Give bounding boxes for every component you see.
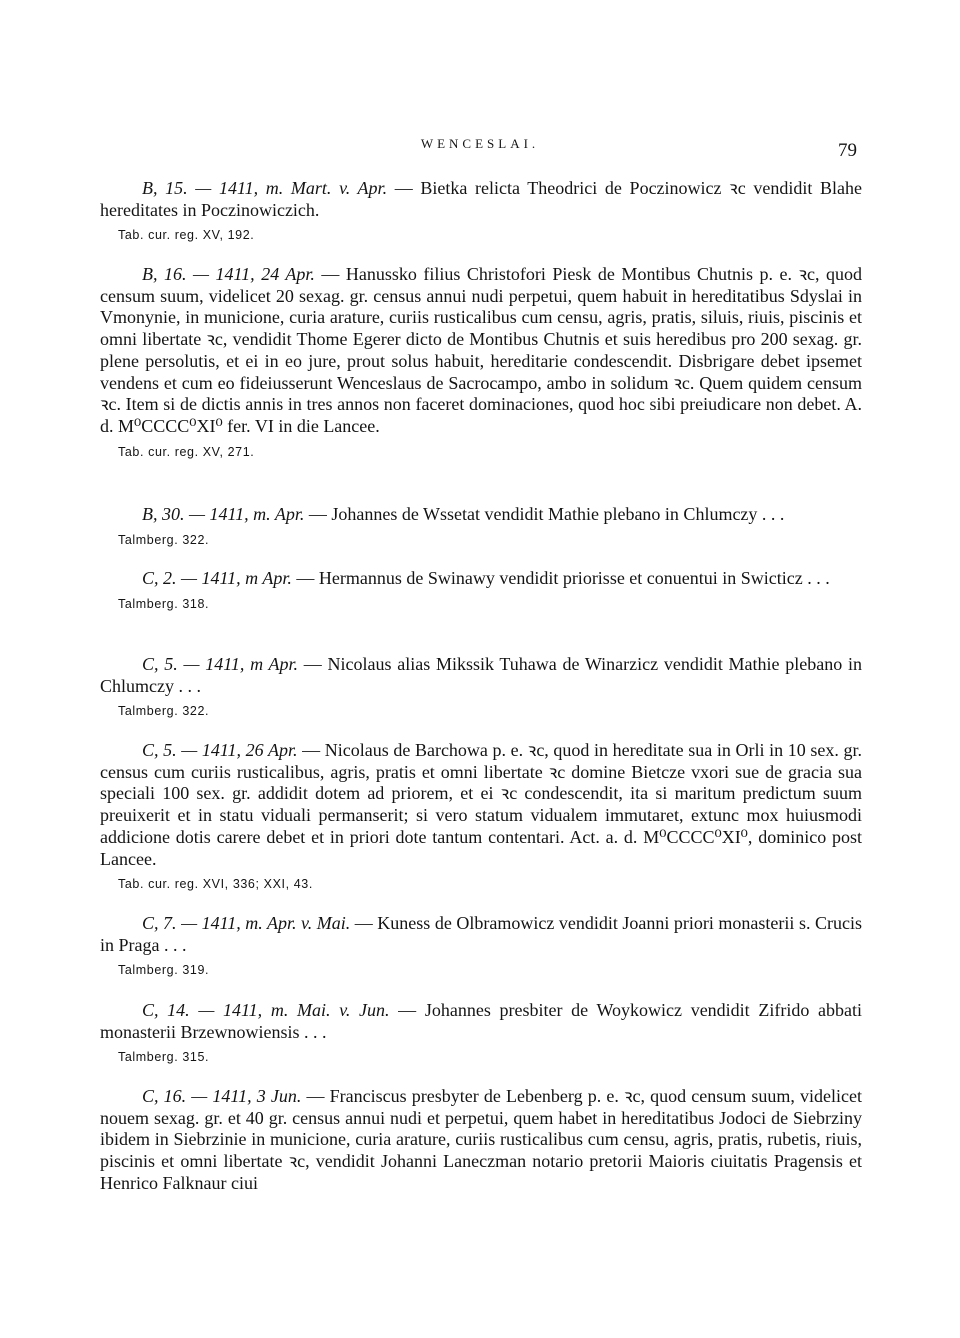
entry-body: — Bietka relicta Theodrici de Poczinowicz ꝛc vendidit Blahe hereditates in Poczinowiczich. xyxy=(100,178,862,220)
regest-entry xyxy=(100,504,862,547)
entry-body: — Kuness de Olbramowicz vendidit Joanni priori monasterii s. Crucis in Praga . . . xyxy=(100,913,862,955)
entry-body: — Nicolaus alias Mikssik Tuhawa de Winarzicz vendidit Mathie plebano in Chlumczy . . . xyxy=(100,654,862,696)
regest-entry xyxy=(100,568,862,611)
regest-entry xyxy=(100,178,862,242)
regest-entry xyxy=(100,1086,862,1195)
entry-text xyxy=(100,264,862,438)
entry-text xyxy=(100,654,862,697)
entry-body: — Hermannus de Swinawy vendidit priorisse et conuentui in Swicticz . . . xyxy=(291,568,830,588)
entry-source: Talmberg. 322. xyxy=(118,704,210,719)
entry-text xyxy=(100,740,862,870)
entry-source: Talmberg. 315. xyxy=(118,1050,210,1065)
entry-text xyxy=(100,568,862,590)
page-number: 79 xyxy=(838,140,857,161)
regest-entry xyxy=(100,264,862,459)
entry-text xyxy=(100,1000,862,1043)
entry-text xyxy=(100,178,862,221)
entry-date: C, 7. — 1411, m. Apr. v. Mai. xyxy=(142,913,351,933)
entry-date: C, 2. — 1411, m Apr. xyxy=(142,568,292,588)
entry-date: C, 16. — 1411, 3 Jun. xyxy=(142,1086,302,1106)
entry-date: C, 14. — 1411, m. Mai. v. Jun. xyxy=(142,1000,390,1020)
entry-source: Talmberg. 318. xyxy=(118,596,210,611)
entry-date: B, 16. — 1411, 24 Apr. xyxy=(142,264,315,284)
regest-entry xyxy=(100,1000,862,1064)
regest-entry xyxy=(100,913,862,977)
entry-source: Talmberg. 319. xyxy=(118,963,210,978)
entry-body: — Franciscus presbyter de Lebenberg p. e. ꝛc, quod censum suum, videlicet nouem sexag. gr. et 40 gr. census annui nudi et perpetui, quem habet in hereditatibus Jodoci de Siebrziny ibidem in Siebrzinie in municione, curia arature, curiis rusticalibus cum censu, agris, pratis, rubetis, riuis, piscinis et omni libertate ꝛc, vendidit Johanni Laneczman notario pretorii Maioris ciuitatis Pragensis et Henrico Falknaur ciui xyxy=(100,1086,862,1193)
entry-source: Tab. cur. reg. XVI, 336; XXI, 43. xyxy=(118,877,313,892)
entry-body: — Johannes presbiter de Woykowicz vendidit Zifrido abbati monasterii Brzewnowiensis . . . xyxy=(100,1000,862,1042)
entry-date: B, 15. — 1411, m. Mart. v. Apr. xyxy=(142,178,388,198)
entry-text xyxy=(100,504,862,526)
entry-body: — Hanussko filius Christofori Piesk de Montibus Chutnis p. e. ꝛc, quod censum suum, videlicet 20 sexag. gr. census annui nudi perpetui, quem habuit in hereditatibus Sdyslai in Vmonynie, in municione, curia arature, curiis rusticalibus cum censu, agris, pratis, siluis, riuis, piscinis et omni libertate ꝛc, vendidit Thome Egerer dicto de Montibus Chutnis et suis heredibus pro 200 sexag. gr. plene persolutis, et ei in eo jure, prout solus habuit, hereditarie condescendit. Disbrigare debet ipsemet vendens et cum eo fideiusserunt Wenceslaus de Sacrocampo, ambo in solidum ꝛc. Quem quidem censum ꝛc. Item si de dictis annis in tres annos non faceret dominaciones, quod hoc sibi preiudicare non debet. A. d. M⁰CCCC⁰XI⁰ fer. VI in die Lancee. xyxy=(100,264,863,436)
running-title: WENCESLAI. xyxy=(420,136,540,151)
regest-entry xyxy=(100,740,862,891)
entry-text xyxy=(100,913,862,956)
regest-entry xyxy=(100,654,862,718)
entry-text xyxy=(100,1086,862,1195)
entry-date: B, 30. — 1411, m. Apr. xyxy=(142,504,305,524)
entry-body: — Nicolaus de Barchowa p. e. ꝛc, quod in hereditate sua in Orli in 10 sex. gr. census cum curiis rusticalibus, agris, pratis et omni libertate ꝛc domine Bietcze vxori sue de gracia sua speciali 100 sex. gr. addidit dotem ad priorem, et ei ꝛc condescendit, ita si maritum predictum suum preuixerit et in statu viduali permanserit; si vero statum vidualem immutaret, extunc mox huiusmodi addicione dotis carere debet et in priori dote tantum contentari. Act. a. d. M⁰CCCC⁰XI⁰, dominico post Lancee. xyxy=(100,740,862,869)
entry-date: C, 5. — 1411, 26 Apr. xyxy=(142,740,298,760)
entry-source: Talmberg. 322. xyxy=(118,532,210,547)
entry-body: — Johannes de Wssetat vendidit Mathie plebano in Chlumczy . . . xyxy=(304,504,785,524)
entry-source: Tab. cur. reg. XV, 192. xyxy=(118,228,255,243)
entry-source: Tab. cur. reg. XV, 271. xyxy=(118,444,255,459)
entry-date: C, 5. — 1411, m Apr. xyxy=(142,654,299,674)
